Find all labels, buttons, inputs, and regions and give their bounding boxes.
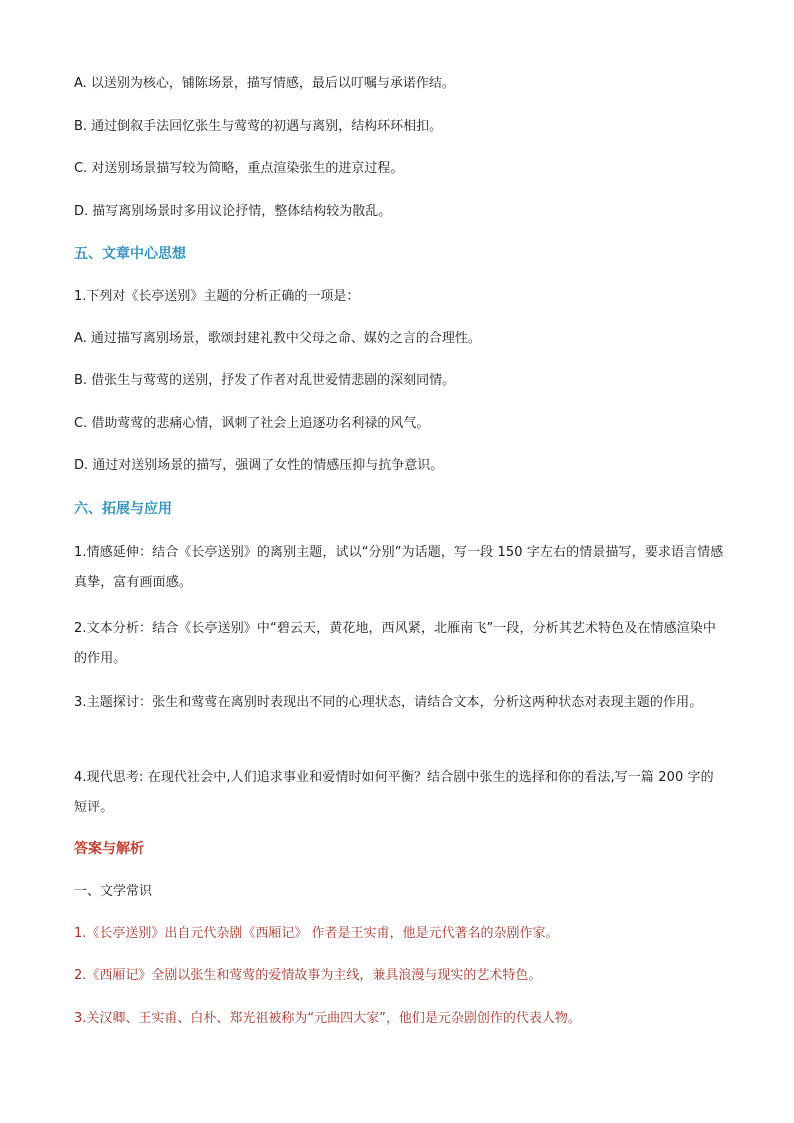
answer-item-2: 2.《西厢记》全剧以张生和莺莺的爱情故事为主线，兼具浪漫与现实的艺术特色。 xyxy=(74,968,542,983)
answer-item-3: 3.关汉卿、王实甫、白朴、郑光祖被称为“元曲四大家”，他们是元杂剧创作的代表人物。 xyxy=(74,1011,581,1026)
section6-item-4: 4.现代思考: 在现代社会中,人们追求事业和爱情时如何平衡？结合剧中张生的选择和你的看法,写一篇 200 字的短评。 xyxy=(74,770,714,815)
option-d-structure: D. 描写离别场景时多用议论抒情，整体结构较为散乱。 xyxy=(74,204,392,219)
section5-option-c: C. 借助莺莺的悲痛心情，讽刺了社会上追逐功名利禄的风气。 xyxy=(74,416,430,431)
section5-question: 1.下列对《长亭送别》主题的分析正确的一项是： xyxy=(74,289,360,304)
answers-heading: 答案与解析 xyxy=(74,841,144,857)
section6-heading: 六、拓展与应用 xyxy=(74,501,172,517)
section5-option-a: A. 通过描写离别场景，歌颂封建礼教中父母之命、媒妁之言的合理性。 xyxy=(74,331,481,346)
answers-subheading: 一、文学常识 xyxy=(74,884,153,899)
option-b-structure: B. 通过倒叙手法回忆张生与莺莺的初遇与离别，结构环环相扣。 xyxy=(74,119,443,134)
section6-item-1: 1.情感延伸：结合《长亭送别》的离别主题，试以“分别”为话题，写一段 150 字左右的情景描写，要求语言情感真挚，富有画面感。 xyxy=(74,545,724,590)
answer-item-1: 1.《长亭送别》出自元代杂剧《西厢记》 作者是王实甫，他是元代著名的杂剧作家。 xyxy=(74,926,559,941)
section5-option-b: B. 借张生与莺莺的送别，抒发了作者对乱世爱情悲剧的深刻同情。 xyxy=(74,373,456,388)
section6-item-3: 3.主题探讨：张生和莺莺在离别时表现出不同的心理状态，请结合文本，分析这两种状态对表现主题的作用。 xyxy=(74,695,703,710)
option-a-structure: A. 以送别为核心，铺陈场景，描写情感，最后以叮嘱与承诺作结。 xyxy=(74,76,455,91)
section5-heading: 五、文章中心思想 xyxy=(74,246,186,262)
section6-item-2: 2.文本分析：结合《长亭送别》中“碧云天，黄花地，西风紧，北雁南飞”一段，分析其艺术特色及在情感渲染中的作用。 xyxy=(74,621,716,666)
option-c-structure: C. 对送别场景描写较为简略，重点渲染张生的进京过程。 xyxy=(74,161,404,176)
section5-option-d: D. 通过对送别场景的描写，强调了女性的情感压抑与抗争意识。 xyxy=(74,458,444,473)
